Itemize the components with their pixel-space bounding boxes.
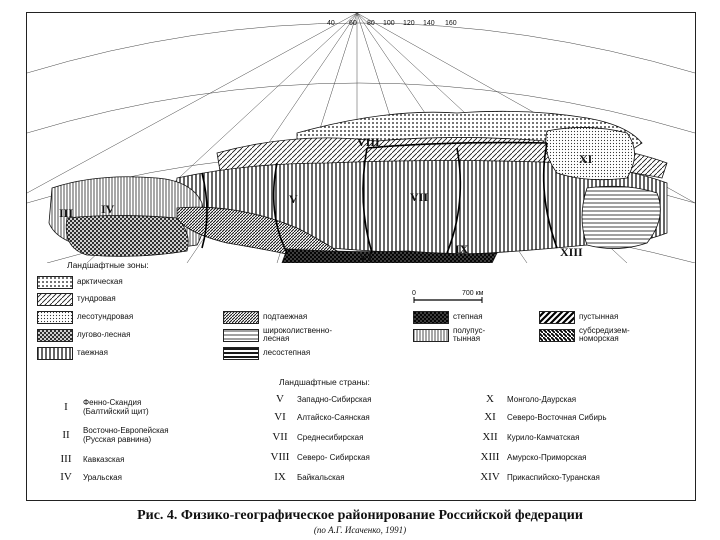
meridian-label: 140 [423, 20, 435, 27]
country-number: VI [274, 411, 286, 423]
scale-bar [412, 288, 492, 306]
zone-swatch [37, 347, 73, 360]
meridian-label: 160 [445, 20, 457, 27]
country-name: Прикаспийско-Туранская [507, 472, 600, 482]
countries-title: Ландшафтные страны: [279, 377, 370, 387]
zone-legend-item [37, 310, 133, 324]
country-name: Амурско-Приморская [507, 452, 587, 462]
country-name: Северо-Восточная Сибирь [507, 412, 607, 422]
country-legend-item [473, 471, 600, 483]
country-name: Северо- Сибирская [297, 452, 370, 462]
country-number: III [60, 453, 72, 465]
scale-length: 700 км [462, 290, 484, 297]
country-legend-item [263, 451, 370, 463]
country-name: Кавказская [83, 454, 125, 464]
zone-legend-item [37, 292, 116, 306]
zone-legend-label: степная [453, 312, 483, 321]
country-legend-item [263, 411, 370, 423]
country-name: Западно-Сибирская [297, 394, 372, 404]
scale-zero: 0 [412, 290, 416, 297]
country-number: XII [482, 431, 498, 443]
zone-legend-item [223, 310, 307, 324]
meridian-label: 60 [349, 20, 357, 27]
region-label-xi: XI [579, 152, 593, 166]
country-legend-item [473, 393, 576, 405]
zone-swatch [223, 329, 259, 342]
region-label-ix: IX [455, 242, 469, 256]
country-legend-item [263, 471, 345, 483]
zone-swatch [37, 329, 73, 342]
zone-legend-item [37, 275, 123, 289]
zone-legend-label: подтаежная [263, 312, 308, 321]
country-number: V [276, 393, 284, 405]
zone-legend-label: лесостепная [263, 348, 311, 357]
physiographic-map [27, 13, 695, 263]
meridian-label: 80 [367, 20, 375, 27]
zone-swatch [413, 311, 449, 324]
country-legend-item [263, 393, 371, 405]
zone-swatch [539, 311, 575, 324]
zone-legend-item [413, 310, 483, 324]
country-number: X [486, 393, 494, 405]
map-figure [26, 12, 696, 501]
region-label-vi: VI [359, 250, 373, 263]
figure-source: (по А.Г. Исаченко, 1991) [313, 525, 407, 535]
zone-legend-label: лесотундровая [77, 312, 134, 321]
meridian-label: 40 [327, 20, 335, 27]
zone-legend-label: арктическая [77, 277, 123, 286]
country-name: Курило-Камчатская [507, 432, 580, 442]
zone-meadow-forest-area [66, 216, 188, 257]
country-name: Среднесибирская [297, 432, 364, 442]
zone-legend-label: тундровая [77, 294, 116, 303]
country-legend-item [49, 453, 124, 465]
region-label-v: V [289, 192, 298, 206]
country-name: Фенно-Скандия (Балтийский щит) [83, 398, 149, 416]
zone-swatch [539, 329, 575, 342]
country-legend-item [473, 451, 587, 463]
zone-swatch [37, 276, 73, 289]
zone-legend-item [37, 346, 108, 360]
country-name: Алтайско-Саянская [297, 412, 370, 422]
country-legend-item [49, 426, 169, 444]
zone-legend-label: таежная [77, 348, 108, 357]
zones-title: Ландшафтные зоны: [67, 260, 149, 270]
zone-legend-item [223, 328, 332, 342]
country-legend-item [49, 471, 122, 483]
zone-far-east-area [582, 186, 660, 248]
zone-legend-item [539, 310, 618, 324]
zone-legend-item [223, 346, 310, 360]
zone-legend-label: полупус- тынная [453, 326, 486, 343]
country-legend-item [263, 431, 363, 443]
country-number: VIII [270, 451, 290, 463]
country-legend-item [49, 398, 149, 416]
country-number: XIII [480, 451, 500, 463]
region-label-iv: IV [101, 202, 115, 216]
country-number: IX [274, 471, 286, 483]
country-name: Уральская [83, 472, 122, 482]
region-label-viii: VIII [357, 135, 380, 149]
zone-legend-item [37, 328, 130, 342]
region-label-iii: III [59, 206, 74, 220]
country-number: XIV [480, 471, 500, 483]
figure-caption: Рис. 4. Физико-географическое районирование Российской федерации [137, 508, 583, 523]
region-label-vii: VII [410, 190, 429, 204]
zone-swatch [37, 293, 73, 306]
country-number: I [64, 401, 68, 413]
zone-legend-label: лугово-лесная [77, 330, 131, 339]
zone-swatch [37, 311, 73, 324]
meridian-label: 100 [383, 20, 395, 27]
zone-swatch [413, 329, 449, 342]
meridian-label: 120 [403, 20, 415, 27]
region-label-xiii: XIII [560, 245, 583, 259]
zone-swatch [223, 347, 259, 360]
zone-legend-item [413, 328, 485, 342]
zone-legend-label: пустынная [579, 312, 619, 321]
zone-legend-item [539, 328, 630, 342]
zone-swatch [223, 311, 259, 324]
country-number: XI [484, 411, 496, 423]
country-name: Байкальская [297, 472, 345, 482]
country-number: IV [60, 471, 72, 483]
country-name: Монголо-Даурская [507, 394, 577, 404]
country-legend-item [473, 411, 607, 423]
zone-legend-label: субсредизем- номорская [579, 326, 630, 343]
country-name: Восточно-Европейская (Русская равнина) [83, 426, 169, 444]
zone-legend-label: широколиственно- лесная [263, 326, 333, 343]
country-number: VII [272, 431, 288, 443]
country-legend-item [473, 431, 579, 443]
country-number: II [62, 429, 70, 441]
